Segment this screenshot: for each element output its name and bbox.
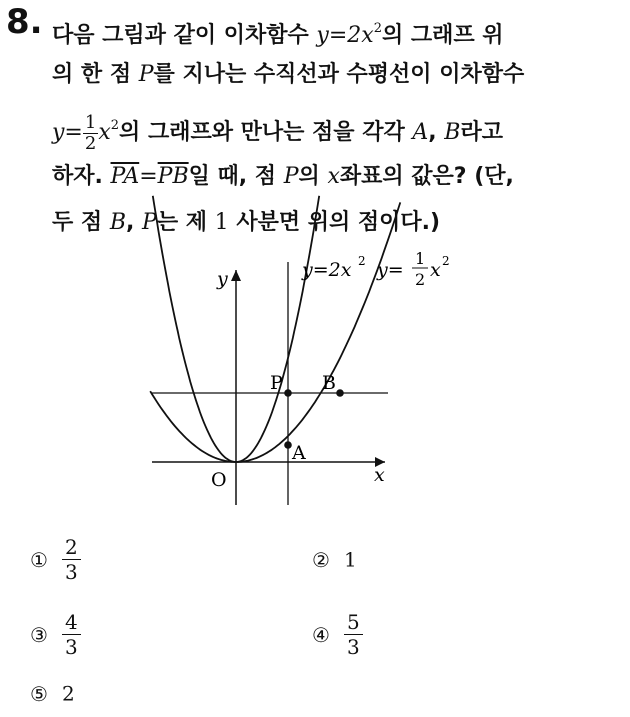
- curve-y-half-x2: [150, 202, 400, 462]
- point-a-label: A: [292, 442, 306, 464]
- stem-line-4: 하자. $\overline{PA}=\overline{PB}$일 때, 점 P의 x좌표의 값은? (단,: [52, 164, 514, 189]
- choice-3[interactable]: ③ $\frac{4}{3}$: [30, 610, 81, 659]
- problem-number: 8.: [6, 2, 43, 42]
- choice-5[interactable]: ⑤ 2: [30, 681, 75, 706]
- choice-2[interactable]: ② 1: [312, 547, 357, 572]
- curve2-label-den: 2: [415, 270, 426, 289]
- stem-line-1: 다음 그림과 같이 이차함수 $y=2x^2$의 그래프 위: [52, 21, 504, 48]
- origin-label: O: [211, 469, 227, 491]
- stem-line-2: 의 한 점 P를 지나는 수직선과 수평선이 이차함수: [52, 62, 525, 87]
- choice-4[interactable]: ④ $\frac{5}{3}$: [312, 610, 363, 659]
- fraction-half: $\frac{1}{2}$: [84, 111, 97, 154]
- point-a-dot: [284, 441, 292, 449]
- point-p-dot: [284, 389, 292, 397]
- choice-5-mark: ⑤: [30, 681, 48, 706]
- stem-line-5: 두 점 B, P는 제 1 사분면 위의 점이다.): [52, 210, 441, 235]
- curve2-label-num: 1: [415, 249, 426, 268]
- x-axis-label: x: [374, 464, 385, 486]
- curve2-label-x: x: [430, 259, 441, 281]
- segment-pa: $\overline{PA}$: [110, 164, 140, 189]
- point-b-label: B: [322, 372, 336, 394]
- segment-pb: $\overline{PB}$: [157, 164, 189, 189]
- choice-3-mark: ③: [30, 622, 48, 647]
- choice-4-mark: ④: [312, 622, 330, 647]
- choice-1[interactable]: ① $\frac{2}{3}$: [30, 535, 81, 584]
- curve2-label-exp: 2: [442, 254, 450, 268]
- curve1-label: y=2x: [302, 259, 352, 281]
- y-axis-arrow-icon: [231, 270, 241, 281]
- curve2-label-prefix: y=: [377, 259, 404, 281]
- point-p-label: P: [270, 372, 283, 394]
- equation-y-2x2: y=2x: [316, 23, 374, 48]
- point-p-text: P: [138, 62, 154, 87]
- choice-1-mark: ①: [30, 547, 48, 572]
- choice-2-mark: ②: [312, 547, 330, 572]
- y-axis-label: y: [217, 268, 228, 290]
- point-b-dot: [336, 389, 344, 397]
- stem-line-3: y= $\frac{1}{2}$ $x^2$의 그래프와 만나는 점을 각각 A, B라고: [52, 111, 503, 154]
- curve1-label-exp: 2: [358, 254, 366, 268]
